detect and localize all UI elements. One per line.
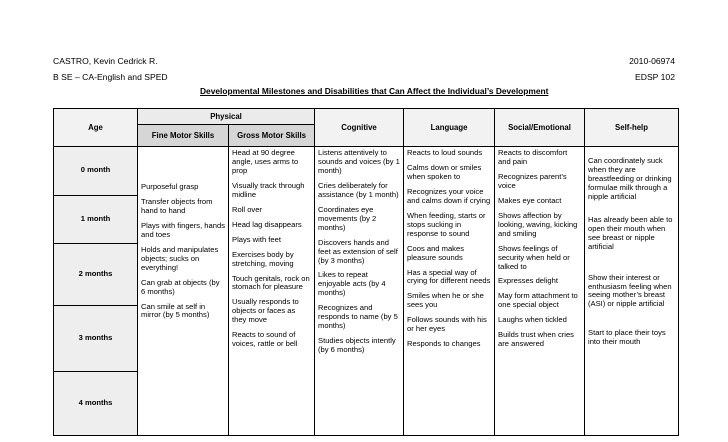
gross-motor-item: Visually track through midline — [232, 180, 305, 199]
fine-motor-item: Can smile at self in mirror (by 5 months) — [141, 301, 210, 320]
header-gross-motor: Gross Motor Skills — [229, 125, 315, 147]
fine-motor-item: Purposeful grasp — [141, 182, 199, 191]
age-1-month: 1 month — [54, 195, 137, 243]
cognitive-item: Coordinates eye movements (by 2 months) — [318, 204, 377, 232]
selfhelp-item: Can coordinately suck when they are breastfeeding or drinking formulae milk through a nipple artificial — [588, 156, 672, 201]
language-item: Reacts to loud sounds — [407, 148, 483, 157]
selfhelp-item: Start to place their toys into their mouth — [588, 328, 666, 347]
social-item: Shows affection by looking, waving, kicking and smiling — [498, 210, 578, 238]
language-item: When feeding, starts or stops sucking in response to sound — [407, 210, 486, 238]
cognitive-item: Listens attentively to sounds and voices (by 1 month) — [318, 148, 400, 175]
cognitive-column — [315, 147, 404, 436]
header-age: Age — [54, 109, 138, 147]
age-column — [54, 147, 138, 436]
social-column — [495, 147, 585, 436]
age-0-month: 0 month — [54, 147, 137, 195]
language-item: Responds to changes — [407, 339, 481, 349]
language-item: Calms down or smiles when spoken to — [407, 162, 482, 181]
gross-motor-item: Exercises body by stretching, moving — [232, 249, 294, 268]
header-social: Social/Emotional — [495, 109, 585, 147]
gross-motor-item: Plays with feet — [232, 234, 281, 244]
language-item: Has a special way of crying for different needs — [407, 267, 491, 286]
social-item: Shows feelings of security when held or talked to — [498, 243, 570, 271]
language-item: Smiles when he or she sees you — [407, 291, 484, 310]
student-id: 2010-06974 — [629, 56, 675, 66]
language-column — [404, 147, 495, 436]
cognitive-item: Recognizes and responds to name (by 5 months) — [318, 303, 398, 331]
social-item: Recognizes parent’s voice — [498, 171, 567, 190]
age-2-months: 2 months — [54, 243, 137, 305]
gross-motor-item: Usually responds to objects or faces as they move — [232, 297, 299, 325]
cognitive-item: Discovers hands and feet as extension of self (by 3 months) — [318, 237, 398, 265]
language-item: Coos and makes pleasure sounds — [407, 243, 464, 262]
header-cognitive: Cognitive — [315, 109, 404, 147]
gross-motor-item: Roll over — [232, 204, 262, 214]
gross-motor-column — [229, 147, 315, 436]
header-physical: Physical — [138, 109, 315, 125]
header-selfhelp: Self-help — [585, 109, 679, 147]
gross-motor-item: Head lag disappears — [232, 219, 302, 229]
social-item: May form attachment to one special object — [498, 291, 578, 310]
selfhelp-item: Has already been able to open their mouth when see breast or nipple artificial — [588, 214, 673, 251]
social-item: Builds trust when cries are answered — [498, 330, 574, 349]
cognitive-item: Likes to repeat enjoyable acts (by 4 months) — [318, 270, 386, 298]
gross-motor-item: Reacts to sound of voices, rattle or bell — [232, 330, 298, 349]
age-3-months: 3 months — [54, 305, 137, 371]
age-4-months: 4 months — [54, 371, 137, 435]
fine-motor-column — [138, 147, 229, 436]
fine-motor-item: Plays with fingers, hands and toes — [141, 220, 225, 239]
language-item: Follows sounds with his or her eyes — [407, 315, 487, 334]
language-item: Recognizes your voice and calms down if crying — [407, 186, 491, 205]
social-item: Makes eye contact — [498, 195, 562, 205]
age-list — [54, 147, 137, 435]
header-fine-motor: Fine Motor Skills — [138, 125, 229, 147]
selfhelp-column — [585, 147, 679, 436]
student-name: CASTRO, Kevin Cedrick R. — [53, 56, 158, 66]
document-title: Developmental Milestones and Disabilities that Can Affect the Individual’s Development — [200, 86, 549, 96]
course-label: B SE – CA-English and SPED — [53, 72, 168, 82]
header-language: Language — [404, 109, 495, 147]
cognitive-item: Studies objects intently (by 6 months) — [318, 336, 396, 355]
fine-motor-item: Holds and manipulates objects; sucks on everything! — [141, 244, 219, 272]
cognitive-item: Cries deliberately for assistance (by 1 month) — [318, 180, 399, 199]
milestones-table — [53, 108, 679, 436]
fine-motor-item: Can grab at objects (by 6 months) — [141, 277, 220, 296]
social-item: Laughs when tickled — [498, 315, 567, 325]
gross-motor-item: Touch genitals, rock on stomach for pleasure — [232, 273, 310, 292]
social-item: Expresses delight — [498, 276, 558, 286]
selfhelp-item: Show their interest or enthusiasm feeling when seeing mother’s breast (ASI) or nipple artificial — [588, 272, 672, 309]
fine-motor-item: Transfer objects from hand to hand — [141, 196, 213, 215]
subject-code: EDSP 102 — [635, 72, 675, 82]
gross-motor-item: Head at 90 degree angle, uses arms to prop — [232, 148, 299, 175]
social-item: Reacts to discomfort and pain — [498, 148, 568, 166]
